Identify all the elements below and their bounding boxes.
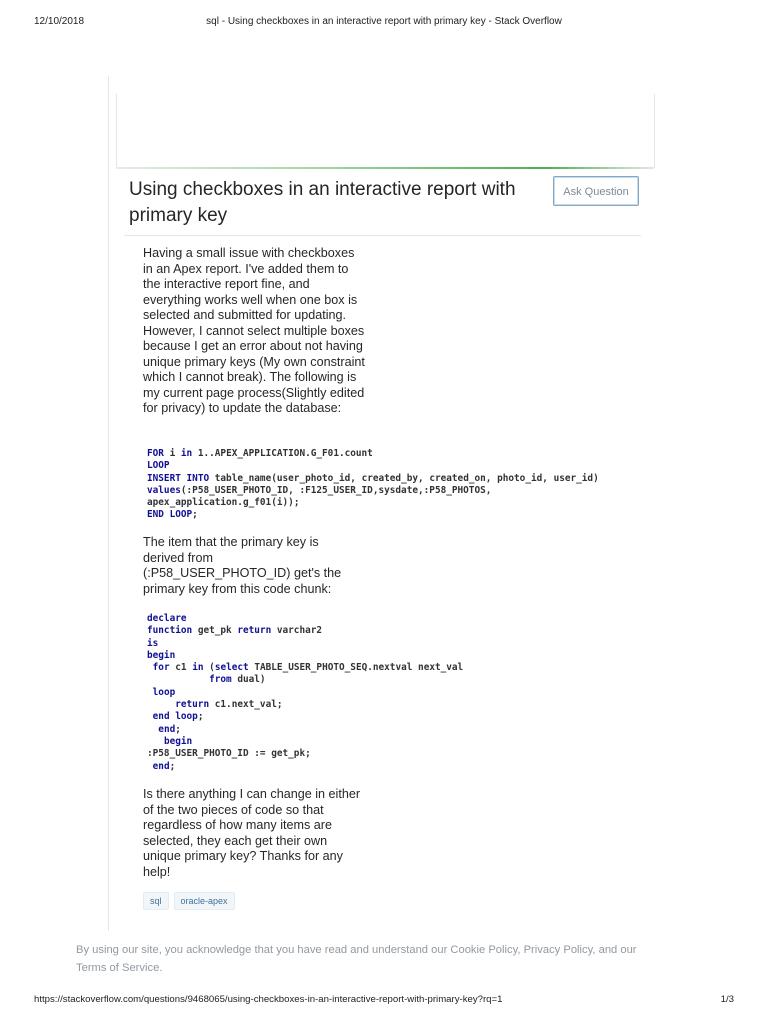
- code-line: return c1.next_val;: [175, 699, 283, 711]
- print-header-title: sql - Using checkboxes in an interactive report with primary key - Stack Overflow: [206, 16, 562, 27]
- ask-question-button[interactable]: Ask Question: [553, 176, 639, 206]
- code-line: INSERT INTO table_name(user_photo_id, created_by, created_on, photo_id, user_id): [147, 472, 599, 484]
- print-header-date: 12/10/2018: [34, 16, 85, 27]
- print-footer-page-number: 1/3: [720, 994, 734, 1005]
- cookie-notice-sep: ,: [517, 944, 524, 956]
- content-left-border: [108, 76, 109, 931]
- code-block-page-process: [147, 448, 599, 522]
- code-line: end loop;: [152, 711, 204, 723]
- code-block-get-pk: [147, 613, 463, 773]
- question-title[interactable]: Using checkboxes in an interactive report with primary key: [129, 179, 516, 226]
- title-divider: [124, 235, 641, 236]
- question-paragraph-3: Is there anything I can change in either of the two pieces of code so that regardless of how many items are selected, they each get their own unique primary key? Thanks for any help!: [143, 787, 361, 879]
- code-line: for c1 in (select TABLE_USER_PHOTO_SEQ.nextval next_val: [152, 662, 464, 674]
- code-line: LOOP: [147, 460, 170, 472]
- ad-underline: [116, 167, 654, 169]
- cookie-notice-sep: , and our: [592, 944, 637, 956]
- question-paragraph-1: Having a small issue with checkboxes in an Apex report. I've added them to the interactive report fine, and everything works well when one box is selected and submitted for updating. However, I cannot select multiple boxes because I get an error about not having unique primary keys (My own constraint which I cannot break). The following is my current page process(Slightly edited for privacy) to update the database:: [143, 246, 365, 415]
- question-paragraph-2: The item that the primary key is derived from (:P58_USER_PHOTO_ID) get's the primary key from this code chunk:: [143, 535, 342, 596]
- code-line: declare: [147, 613, 187, 624]
- code-line: end;: [158, 723, 181, 735]
- ad-placeholder: [116, 94, 655, 168]
- terms-of-service-link[interactable]: Terms of Service: [76, 961, 160, 974]
- code-line: FOR i in 1..APEX_APPLICATION.G_F01.count: [147, 448, 373, 459]
- code-line: :P58_USER_PHOTO_ID := get_pk;: [147, 748, 311, 760]
- cookie-notice: [76, 942, 666, 977]
- tag-sql[interactable]: sql: [143, 892, 169, 910]
- code-line: end;: [152, 760, 176, 772]
- code-line: from dual): [209, 674, 266, 686]
- code-line: is: [147, 637, 159, 649]
- code-line: begin: [147, 649, 176, 661]
- question-body: [143, 246, 643, 879]
- cookie-notice-suffix: .: [159, 961, 163, 974]
- code-line: values(:P58_USER_PHOTO_ID, :F125_USER_ID,sysdate,:P58_PHOTOS,: [147, 484, 492, 496]
- privacy-policy-link[interactable]: Privacy Policy: [523, 944, 593, 956]
- code-line: function get_pk return varchar2: [147, 625, 323, 637]
- ad-right-edge: [654, 94, 655, 168]
- tag-list: [143, 892, 235, 910]
- code-line: apex_application.g_f01(i));: [147, 497, 300, 509]
- tag-oracle-apex[interactable]: oracle-apex: [174, 892, 235, 910]
- code-line: END LOOP;: [147, 509, 198, 521]
- code-line: loop: [152, 686, 176, 698]
- cookie-policy-link[interactable]: Cookie Policy: [450, 944, 518, 956]
- print-footer-url: https://stackoverflow.com/questions/9468065/using-checkboxes-in-an-interactive-report-with-primary-key?rq=1: [34, 994, 503, 1005]
- cookie-notice-text: By using our site, you acknowledge that you have read and understand our: [76, 944, 451, 956]
- code-line: begin: [163, 735, 193, 747]
